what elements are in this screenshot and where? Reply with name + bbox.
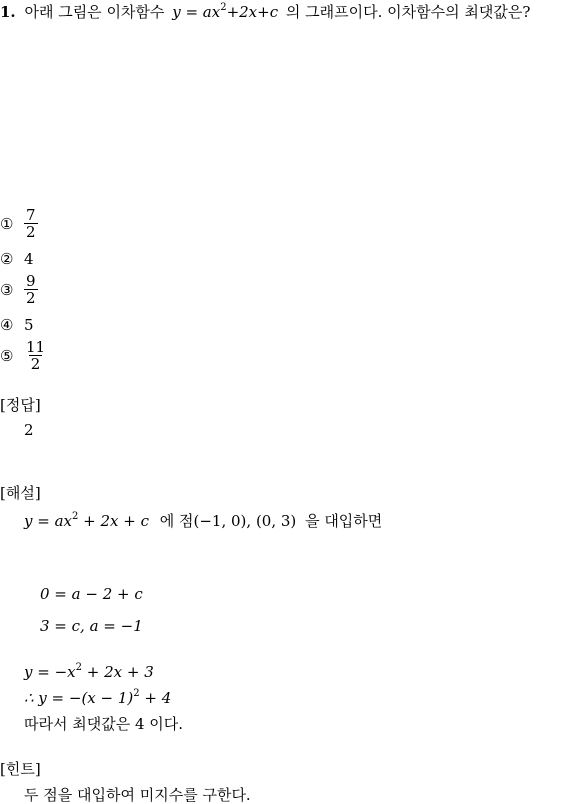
question-line — [0, 3, 530, 21]
graph-placeholder — [0, 28, 572, 203]
explanation-line-3: ∴ $y = -(x - 1)^2 + 4$ — [24, 688, 172, 707]
choice-3[interactable] — [0, 273, 38, 306]
choice-marker: ⑤ — [0, 346, 14, 365]
choice-value: 4 — [24, 250, 34, 268]
hint-label: [힌트] — [0, 760, 41, 778]
choice-fraction: $\frac{11}{2}$ — [26, 338, 46, 373]
question-number: 1. — [0, 3, 16, 21]
choice-fraction: $\frac{7}{2}$ — [26, 206, 36, 241]
explanation-label: [해설] — [0, 484, 41, 502]
choice-1[interactable] — [0, 207, 38, 240]
explanation-eq-2: 3 = c, a = −1 — [40, 617, 143, 635]
hint-text: 두 점을 대입하여 미지수를 구한다. — [24, 786, 251, 804]
question-text-after: 의 그래프이다. 이차함수의 최댓값은? — [285, 3, 531, 21]
choice-marker: ① — [0, 214, 14, 233]
choice-marker: ④ — [0, 316, 14, 334]
explanation-conclusion: 따라서 최댓값은 4 이다. — [24, 715, 184, 733]
question-function: $y = ax^2+2x+c$ — [172, 2, 279, 21]
choice-4[interactable] — [0, 316, 34, 334]
choice-marker: ② — [0, 250, 14, 268]
choice-5[interactable] — [0, 339, 47, 372]
explanation-line-1: $y = ax^2 + 2x + c$ 에 점(−1, 0), (0, 3) 을 대입하면 — [24, 511, 383, 530]
explanation-line-2: $y = -x^2 + 2x + 3$ — [24, 662, 154, 681]
answer-label: [정답] — [0, 396, 41, 414]
explanation-eq-1: 0 = a − 2 + c — [40, 585, 143, 603]
answer-value: 2 — [24, 421, 34, 439]
choice-marker: ③ — [0, 280, 14, 299]
question-text-before: 아래 그림은 이차함수 — [24, 3, 165, 21]
choice-fraction: $\frac{9}{2}$ — [26, 272, 36, 307]
choice-value: 5 — [24, 316, 34, 334]
choice-2[interactable] — [0, 250, 34, 268]
